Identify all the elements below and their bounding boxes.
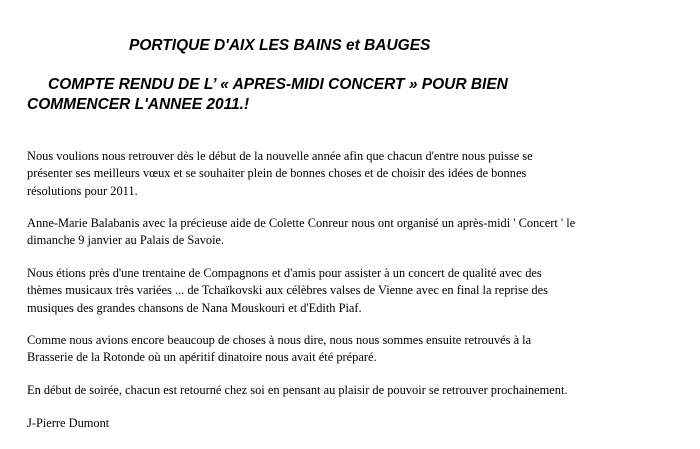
paragraph-closing <box>27 382 692 399</box>
report-title-line-2: COMMENCER L'ANNEE 2011.! <box>27 96 250 113</box>
text-line: résolutions pour 2011. <box>27 183 138 198</box>
text-line: Comme nous avions encore beaucoup de choses à nous dire, nous nous sommes ensuite retrouvés à la <box>27 333 532 347</box>
text-line: Nous étions près d'une trentaine de Compagnons et d'amis pour assister à un concert de qualité avec des <box>27 266 542 280</box>
paragraph-intro <box>27 148 692 200</box>
text-line: Nous voulions nous retrouver dès le début de la nouvelle année afin que chacun d'entre nous puisse se <box>27 149 533 163</box>
text-line: présenter ses meilleurs vœux et se souhaiter plein de bonnes choses et de choisir des idées de bonnes <box>27 166 527 181</box>
signature: J-Pierre Dumont <box>27 416 110 430</box>
paragraph-organizers <box>27 215 692 250</box>
text-line: Brasserie de la Rotonde où un apéritif dinatoire nous avait été préparé. <box>27 350 377 365</box>
text-line: Anne-Marie Balabanis avec la précieuse aide de Colette Conreur nous ont organisé un après-midi ' Concert ' le <box>27 216 576 230</box>
text-line: dimanche 9 janvier au Palais de Savoie. <box>27 233 225 248</box>
text-line: En début de soirée, chacun est retourné chez soi en pensant au plaisir de pouvoir se retrouver prochainement. <box>27 383 568 397</box>
document-title: PORTIQUE D'AIX LES BAINS et BAUGES <box>129 37 431 54</box>
report-title-line-1: COMPTE RENDU DE L’ « APRES-MIDI CONCERT » POUR BIEN <box>48 76 508 93</box>
paragraph-concert <box>27 265 692 317</box>
text-line: musiques des grandes chansons de Nana Mouskouri et d'Edith Piaf. <box>27 300 362 315</box>
paragraph-brasserie <box>27 332 692 367</box>
text-line: thèmes musicaux très variées ... de Tchaïkovski aux célèbres valses de Vienne avec en final la reprise des <box>27 283 548 298</box>
